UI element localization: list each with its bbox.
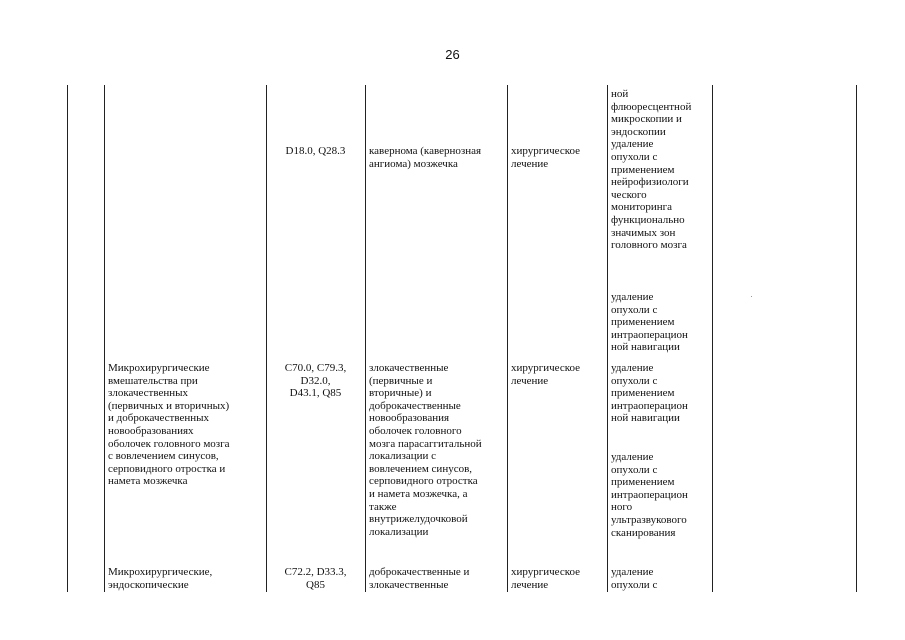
column-divider (365, 85, 366, 592)
row-method: удаление опухоли с (611, 566, 658, 591)
row-method-alt: удаление опухоли с применением интраоперацион ного ультразвукового сканирования (611, 451, 688, 539)
row-name: Микрохирургические, эндоскопические (108, 566, 213, 591)
scan-speck (751, 296, 752, 297)
row-treatment: хирургическое лечение (511, 566, 581, 591)
column-divider (607, 85, 608, 592)
row-codes: C72.2, D33.3, Q85 (284, 566, 347, 591)
row-disease: кавернома (кавернозная ангиома) мозжечка (369, 145, 482, 170)
row-method: удаление опухоли с применением интраоперацион ной навигации (611, 362, 688, 425)
table-border-right (856, 85, 857, 592)
table-border-left (67, 85, 68, 592)
column-divider (712, 85, 713, 592)
row-disease: доброкачественные и злокачественные (369, 566, 470, 591)
page-number: 26 (445, 47, 460, 62)
row-method: ной флюоресцентной микроскопии и эндоскопии удаление опухоли с применением нейрофизиологи ческого мониторинга функционально значимых зон головного мозга (611, 88, 692, 252)
row-method-alt: удаление опухоли с применением интраоперацион ной навигации (611, 291, 688, 354)
row-treatment: хирургическое лечение (511, 145, 581, 170)
row-codes: C70.0, C79.3, D32.0, D43.1, Q85 (284, 362, 347, 400)
row-name: Микрохирургические вмешательства при злокачественных (первичных и вторичных) и доброкачественных новообразованиях оболочек головного мозга с вовлечением синусов, серповидного отростка и намета мозжечка (108, 362, 230, 488)
row-disease: злокачественные (первичные и вторичные) и доброкачественные новообразования оболочек головного мозга парасаггитальной локализации с вовлечением синусов, серповидного отростка и намета мозжечка, а также внутрижелудочковой локализации (369, 362, 482, 538)
row-codes: D18.0, Q28.3 (285, 145, 346, 157)
column-divider (104, 85, 105, 592)
row-treatment: хирургическое лечение (511, 362, 581, 387)
column-divider (266, 85, 267, 592)
column-divider (507, 85, 508, 592)
